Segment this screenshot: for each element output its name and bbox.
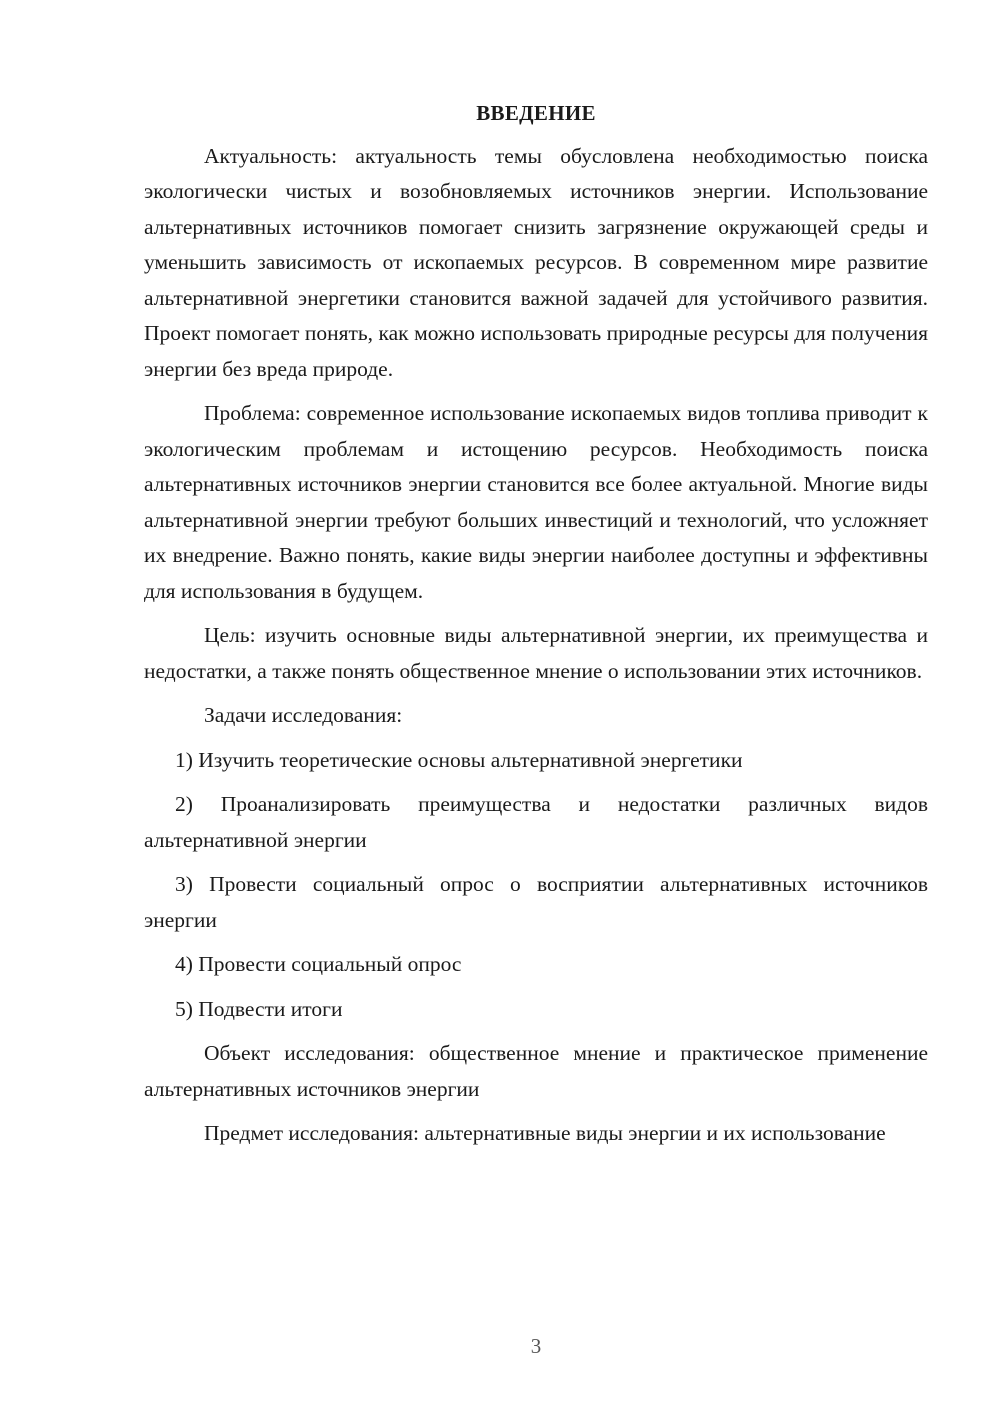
task-item-1: 1) Изучить теоретические основы альтернативной энергетики [175, 747, 743, 772]
task-item-4: 4) Провести социальный опрос [175, 952, 462, 976]
tasks-heading: Задачи исследования: [204, 703, 403, 727]
paragraph-problem: Проблема: современное использование ископаемых видов топлива приводит к экологическим проблемам и истощению ресурсов. Необходимость поиска альтернативных источников энергии становится все более актуальной. Многие виды альтернативной энергии требуют больших инвестиций и технологий, что усложняет их внедрение. Важно понять, какие виды энергии наиболее доступны и эффективны для использования в будущем. [144, 401, 928, 603]
task-item-2: 2) Проанализировать преимущества и недостатки различных видов альтернативной энергии [144, 792, 928, 852]
paragraph-object: Объект исследования: общественное мнение и практическое применение альтернативных источников энергии [144, 1041, 928, 1101]
page-number: 3 [530, 1334, 542, 1358]
task-item-3: 3) Провести социальный опрос о восприятии альтернативных источников энергии [144, 872, 928, 932]
document-page [144, 96, 928, 1161]
task-item-5: 5) Подвести итоги [175, 996, 343, 1021]
page-title: ВВЕДЕНИЕ [476, 101, 596, 125]
paragraph-subject: Предмет исследования: альтернативные виды энергии и их использование [204, 1121, 886, 1145]
paragraph-relevance: Актуальность: актуальность темы обусловлена необходимостью поиска экологически чистых и возобновляемых источников энергии. Использование альтернативных источников помогает снизить загрязнение окружающей среды и уменьшить зависимость от ископаемых ресурсов. В современном мире развитие альтернативной энергетики становится важной задачей для устойчивого развития. Проект помогает понять, как можно использовать природные ресурсы для получения энергии без вреда природе. [144, 143, 928, 381]
paragraph-goal: Цель: изучить основные виды альтернативной энергии, их преимущества и недостатки, а также понять общественное мнение о использовании этих источников. [144, 623, 928, 683]
